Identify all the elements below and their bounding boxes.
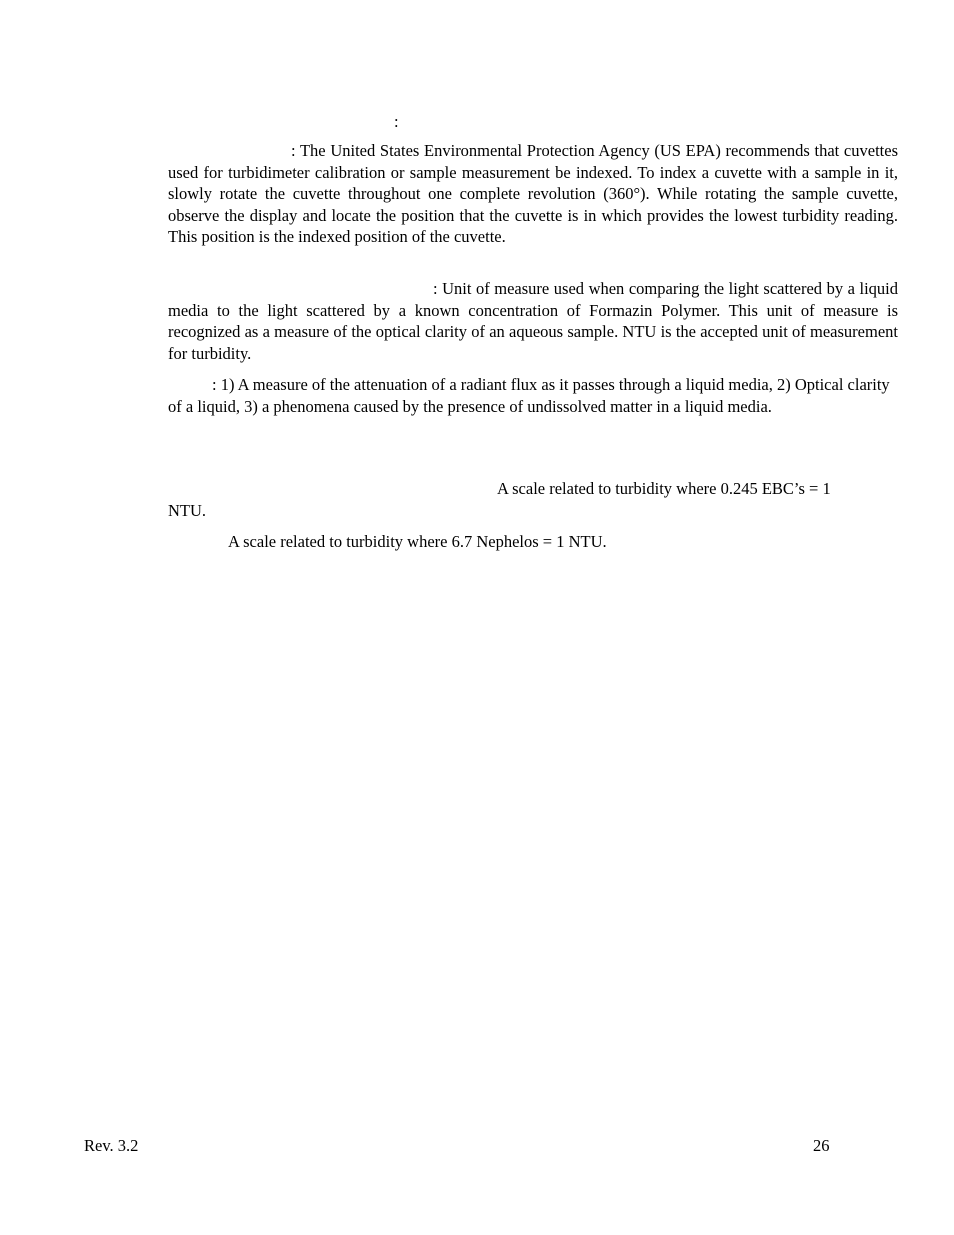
definition-ntu: : Unit of measure used when comparing the light scattered by a liquid media to the light scattered by a known concentration of Formazin Polymer. This unit of measure is recognized as a measure of the optical clarity of an aqueous sample. NTU is the accepted unit of measurement for turbidity. — [168, 279, 898, 363]
definition-ebc-line1: A scale related to turbidity where 0.245 EBC’s = 1 — [497, 479, 831, 498]
definition-indexing: : The United States Environmental Protection Agency (US EPA) recommends that cuvettes used for turbidimeter calibration or sample measurement be indexed. To index a cuvette with a sample in it, slowly rotate the cuvette throughout one complete revolution (360°). While rotating the sample cuvette, observe the display and locate the position that the cuvette is in which provides the lowest turbidity reading. This position is the indexed position of the cuvette. — [168, 141, 898, 246]
definition-turbidity: : 1) A measure of the attenuation of a radiant flux as it passes through a liquid media, 2) Optical clarity of a liquid, 3) a phenomena caused by the presence of undissolved matter in a liquid media. — [168, 375, 890, 416]
definition-ebc-line2: NTU. — [168, 501, 207, 520]
footer-revision: Rev. 3.2 — [84, 1136, 139, 1155]
section-heading-colon: : — [394, 112, 399, 131]
definition-nephelos: A scale related to turbidity where 6.7 Nephelos = 1 NTU. — [228, 532, 607, 551]
footer-page-number: 26 — [813, 1136, 830, 1155]
